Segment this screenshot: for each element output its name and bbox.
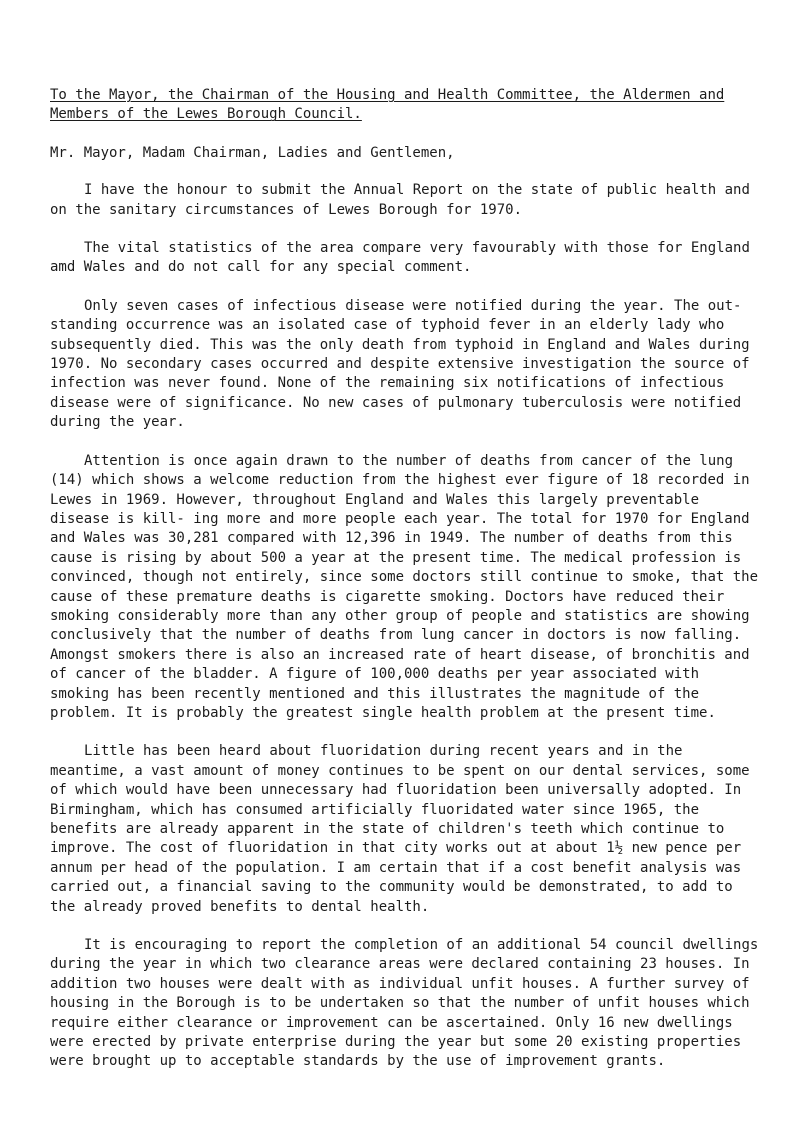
paragraph-fluoridation (50, 742, 762, 917)
paragraph-infectious-disease (50, 297, 762, 433)
paragraph-text: Little has been heard about fluoridation during recent years and in the meantime, a vast amount of money continues to be spent on our dental services, some of which would have been unnecessary had fluoridation been universally adopted. In Birmingham, which has consumed artificially fluoridated water since 1965, the benefits are already apparent in the state of children's teeth which continue to improve. The cost of fluoridation in that city works out at about 1½ new pence per annum per head of the population. I am certain that if a cost benefit analysis was carried out, a financial saving to the community would be demonstrated, to add to the already proved benefits to dental health. (50, 743, 750, 915)
paragraph-vital-statistics (50, 239, 762, 278)
paragraph-text: Attention is once again drawn to the number of deaths from cancer of the lung (14) which shows a welcome reduction from the highest ever figure of 18 recorded in Lewes in 1969. However, throughout England and Wales this largely preventable disease is kill- ing more and more people each year. The total for 1970 for England and Wales was 30,281 compared with 12,396 in 1949. The number of deaths from this cause is rising by about 500 a year at the present time. The medical profession is convinced, though not entirely, since some doctors still continue to smoke, that the cause of these premature deaths is cigarette smoking. Doctors have reduced their smoking considerably more than any other group of people and statistics are showing conclusively that the number of deaths from lung cancer in doctors is now falling. Amongst smokers there is also an increased rate of heart disease, of bronchitis and of cancer of the bladder. A figure of 100,000 deaths per year associated with smoking has been recently mentioned and this illustrates the magnitude of the problem. It is probably the greatest single health problem at the present time. (50, 452, 759, 721)
paragraph-text: It is encouraging to report the completion of an additional 54 council dwellings during the year in which two clearance areas were declared containing 23 houses. In addition two houses were dealt with as individual unfit houses. A further survey of housing in the Borough is to be undertaken so that the number of unfit houses which require either clearance or improvement can be ascertained. Only 16 new dwellings were erected by private enterprise during the year but some 20 existing properties were brought up to acceptable standards by the use of improvement grants. (50, 937, 759, 1070)
paragraph-annual-report (50, 181, 762, 220)
salutation: Mr. Mayor, Madam Chairman, Ladies and Gentlemen, (50, 144, 455, 161)
report-page (50, 86, 762, 1091)
address-heading: To the Mayor, the Chairman of the Housing and Health Committee, the Aldermen and Members of the Lewes Borough Council. (50, 87, 725, 123)
paragraph-housing (50, 936, 762, 1072)
paragraph-text: The vital statistics of the area compare very favourably with those for England amd Wales and do not call for any special comment. (50, 240, 750, 276)
paragraph-lung-cancer (50, 452, 762, 724)
paragraph-text: I have the honour to submit the Annual Report on the state of public health and on the sanitary circumstances of Lewes Borough for 1970. (50, 182, 750, 218)
paragraph-text: Only seven cases of infectious disease were notified during the year. The out- standing occurrence was an isolated case of typhoid fever in an elderly lady who subsequently died. This was the only death from typhoid in England and Wales during 1970. No secondary cases occurred and despite extensive investigation the source of infection was never found. None of the remaining six notifications of infectious disease were of significance. No new cases of pulmonary tuberculosis were notified during the year. (50, 297, 750, 431)
